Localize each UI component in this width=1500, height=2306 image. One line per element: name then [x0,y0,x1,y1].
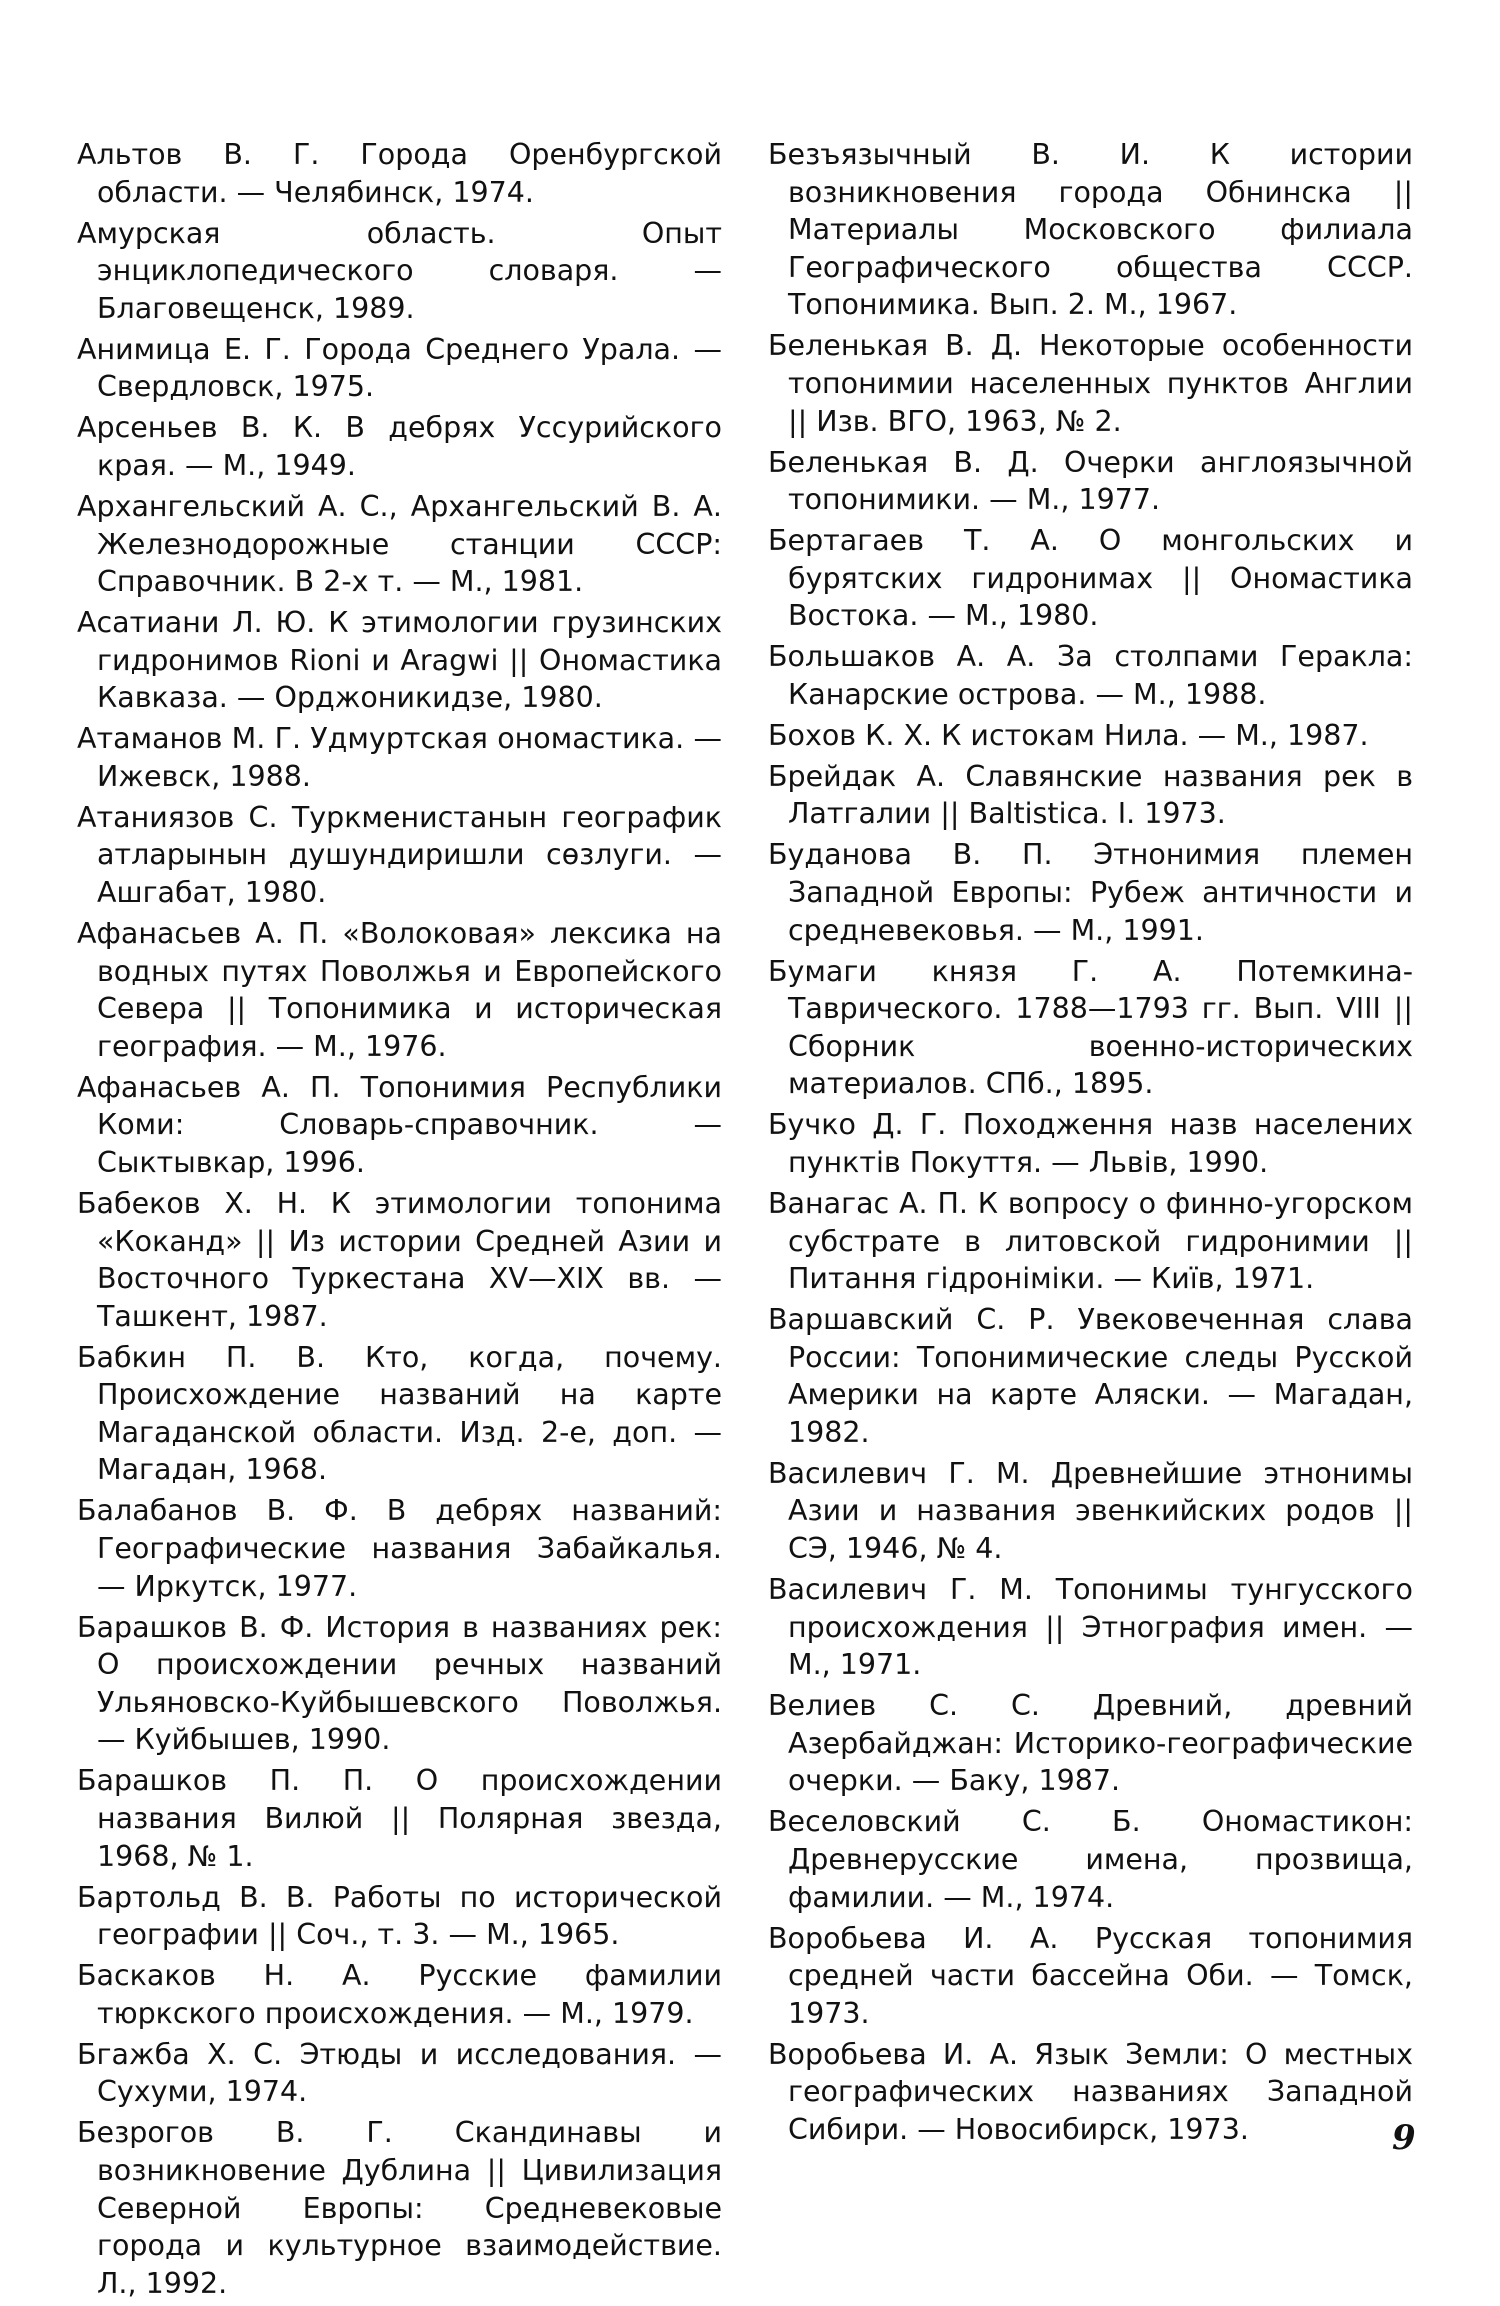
bibliography-entry: Бохов К. Х. К истокам Нила. — М., 1987. [768,718,1369,752]
bibliography-entry: Баскаков Н. А. Русские фамилии тюркского происхождения. — М., 1979. [77,1959,722,2030]
bibliography-entry: Беленькая В. Д. Очерки англоязычной топонимики. — М., 1977. [768,445,1413,517]
bibliography-entry: Альтов В. Г. Города Оренбургской области. — Челябинск, 1974. [77,138,722,209]
bibliography-entry: Велиев С. С. Древний, древний Азербайджан: Историко-географические очерки. — Баку, 1987. [768,1689,1413,1798]
bibliography-entry: Архангельский А. С., Архангельский В. А. Железнодорожные станции СССР: Справочник. В 2-х т. — М., 1981. [77,489,722,599]
bibliography-entry: Безъязычный В. И. К истории возникновения города Обнинска || Материалы Московского филиала Географического общества СССР. Топонимика. Вып. 2. М., 1967. [768,138,1413,322]
bibliography-entry: Амурская область. Опыт энциклопедического словаря. — Благовещенск, 1989. [77,216,722,325]
bibliography-entry: Бучко Д. Г. Походження назв населених пунктів Покуття. — Львів, 1990. [768,1108,1413,1179]
bibliography-entry: Варшавский С. Р. Увековеченная слава России: Топонимические следы Русской Америки на карте Аляски. — Магадан, 1982. [768,1303,1413,1449]
bibliography-entry: Балабанов В. Ф. В дебрях названий: Географические названия Забайкалья. — Иркутск, 1977. [77,1494,722,1603]
bibliography-entry: Веселовский С. Б. Ономастикон: Древнерусские имена, прозвища, фамилии. — М., 1974. [768,1805,1413,1914]
bibliography-entry: Барашков П. П. О происхождении названия Вилюй || Полярная звезда, 1968, № 1. [77,1764,722,1873]
bibliography-entry: Анимица Е. Г. Города Среднего Урала. — Свердловск, 1975. [77,332,722,404]
bibliography-entry: Бумаги князя Г. А. Потемкина-Таврического. 1788—1793 гг. Вып. VIII || Сборник военно-исторических материалов. СПб., 1895. [768,954,1413,1101]
bibliography-entry: Бертагаев Т. А. О монгольских и бурятских гидронимах || Ономастика Востока. — М., 1980. [768,524,1413,633]
bibliography-entry: Атаманов М. Г. Удмуртская ономастика. — Ижевск, 1988. [77,722,722,793]
bibliography-entry: Бгажба Х. С. Этюды и исследования. — Сухуми, 1974. [77,2037,722,2109]
bibliography-entry: Бартольд В. В. Работы по исторической географии || Соч., т. 3. — М., 1965. [77,1880,722,1952]
bibliography-entry: Большаков А. А. За столпами Геракла: Канарские острова. — М., 1988. [768,640,1413,711]
bibliography-entry: Воробьева И. А. Язык Земли: О местных географических названиях Западной Сибири. — Новосибирск, 1973. [768,2037,1413,2146]
bibliography-entry: Брейдак А. Славянские названия рек в Латгалии || Baltistica. I. 1973. [768,759,1413,831]
bibliography-entry: Буданова В. П. Этнонимия племен Западной Европы: Рубеж античности и средневековья. — М., 1991. [768,838,1413,947]
bibliography-entry: Ванагас А. П. К вопросу о финно-угорском субстрате в литовской гидронимии || Питання гідроніміки. — Київ, 1971. [768,1186,1413,1296]
page-number: 9 [1392,2118,1416,2158]
bibliography-entry: Асатиани Л. Ю. К этимологии грузинских гидронимов Rioni и Aragwi || Ономастика Кавказа. — Орджоникидзе, 1980. [77,606,722,715]
bibliography-entry: Василевич Г. М. Топонимы тунгусского происхождения || Этнография имен. — М., 1971. [768,1573,1413,1682]
bibliography-entry: Арсеньев В. К. В дебрях Уссурийского края. — М., 1949. [77,411,722,482]
bibliography-entry: Барашков В. Ф. История в названиях рек: О происхождении речных названий Ульяновско-Куйбышевского Поволжья. — Куйбышев, 1990. [77,1610,722,1757]
bibliography-entry: Афанасьев А. П. «Волоковая» лексика на водных путях Поволжья и Европейского Севера || Топонимика и историческая география. — М., 1976. [77,917,722,1063]
bibliography-right-column [768,136,1413,2152]
bibliography-entry: Василевич Г. М. Древнейшие этнонимы Азии и названия эвенкийских родов || СЭ, 1946, № 4. [768,1456,1413,1566]
bibliography-entry: Беленькая В. Д. Некоторые особенности топонимии населенных пунктов Англии || Изв. ВГО, 1963, № 2. [768,329,1413,438]
bibliography-entry: Атаниязов С. Туркменистанын географик атларынын душундиришли сөзлуги. — Ашгабат, 1980. [77,800,722,910]
bibliography-entry: Воробьева И. А. Русская топонимия средней части бассейна Оби. — Томск, 1973. [768,1921,1413,2030]
bibliography-left-column [77,136,722,2306]
bibliography-entry: Бабеков Х. Н. К этимологии топонима «Коканд» || Из истории Средней Азии и Восточного Туркестана XV—XIX вв. — Ташкент, 1987. [77,1186,722,1333]
bibliography-entry: Афанасьев А. П. Топонимия Республики Коми: Словарь-справочник. — Сыктывкар, 1996. [77,1070,722,1179]
bibliography-entry: Безрогов В. Г. Скандинавы и возникновение Дублина || Цивилизация Северной Европы: Средневековые города и культурное взаимодействие. Л., 1992. [77,2116,722,2300]
bibliography-entry: Бабкин П. В. Кто, когда, почему. Происхождение названий на карте Магаданской области. Изд. 2-е, доп. — Магадан, 1968. [77,1340,722,1487]
